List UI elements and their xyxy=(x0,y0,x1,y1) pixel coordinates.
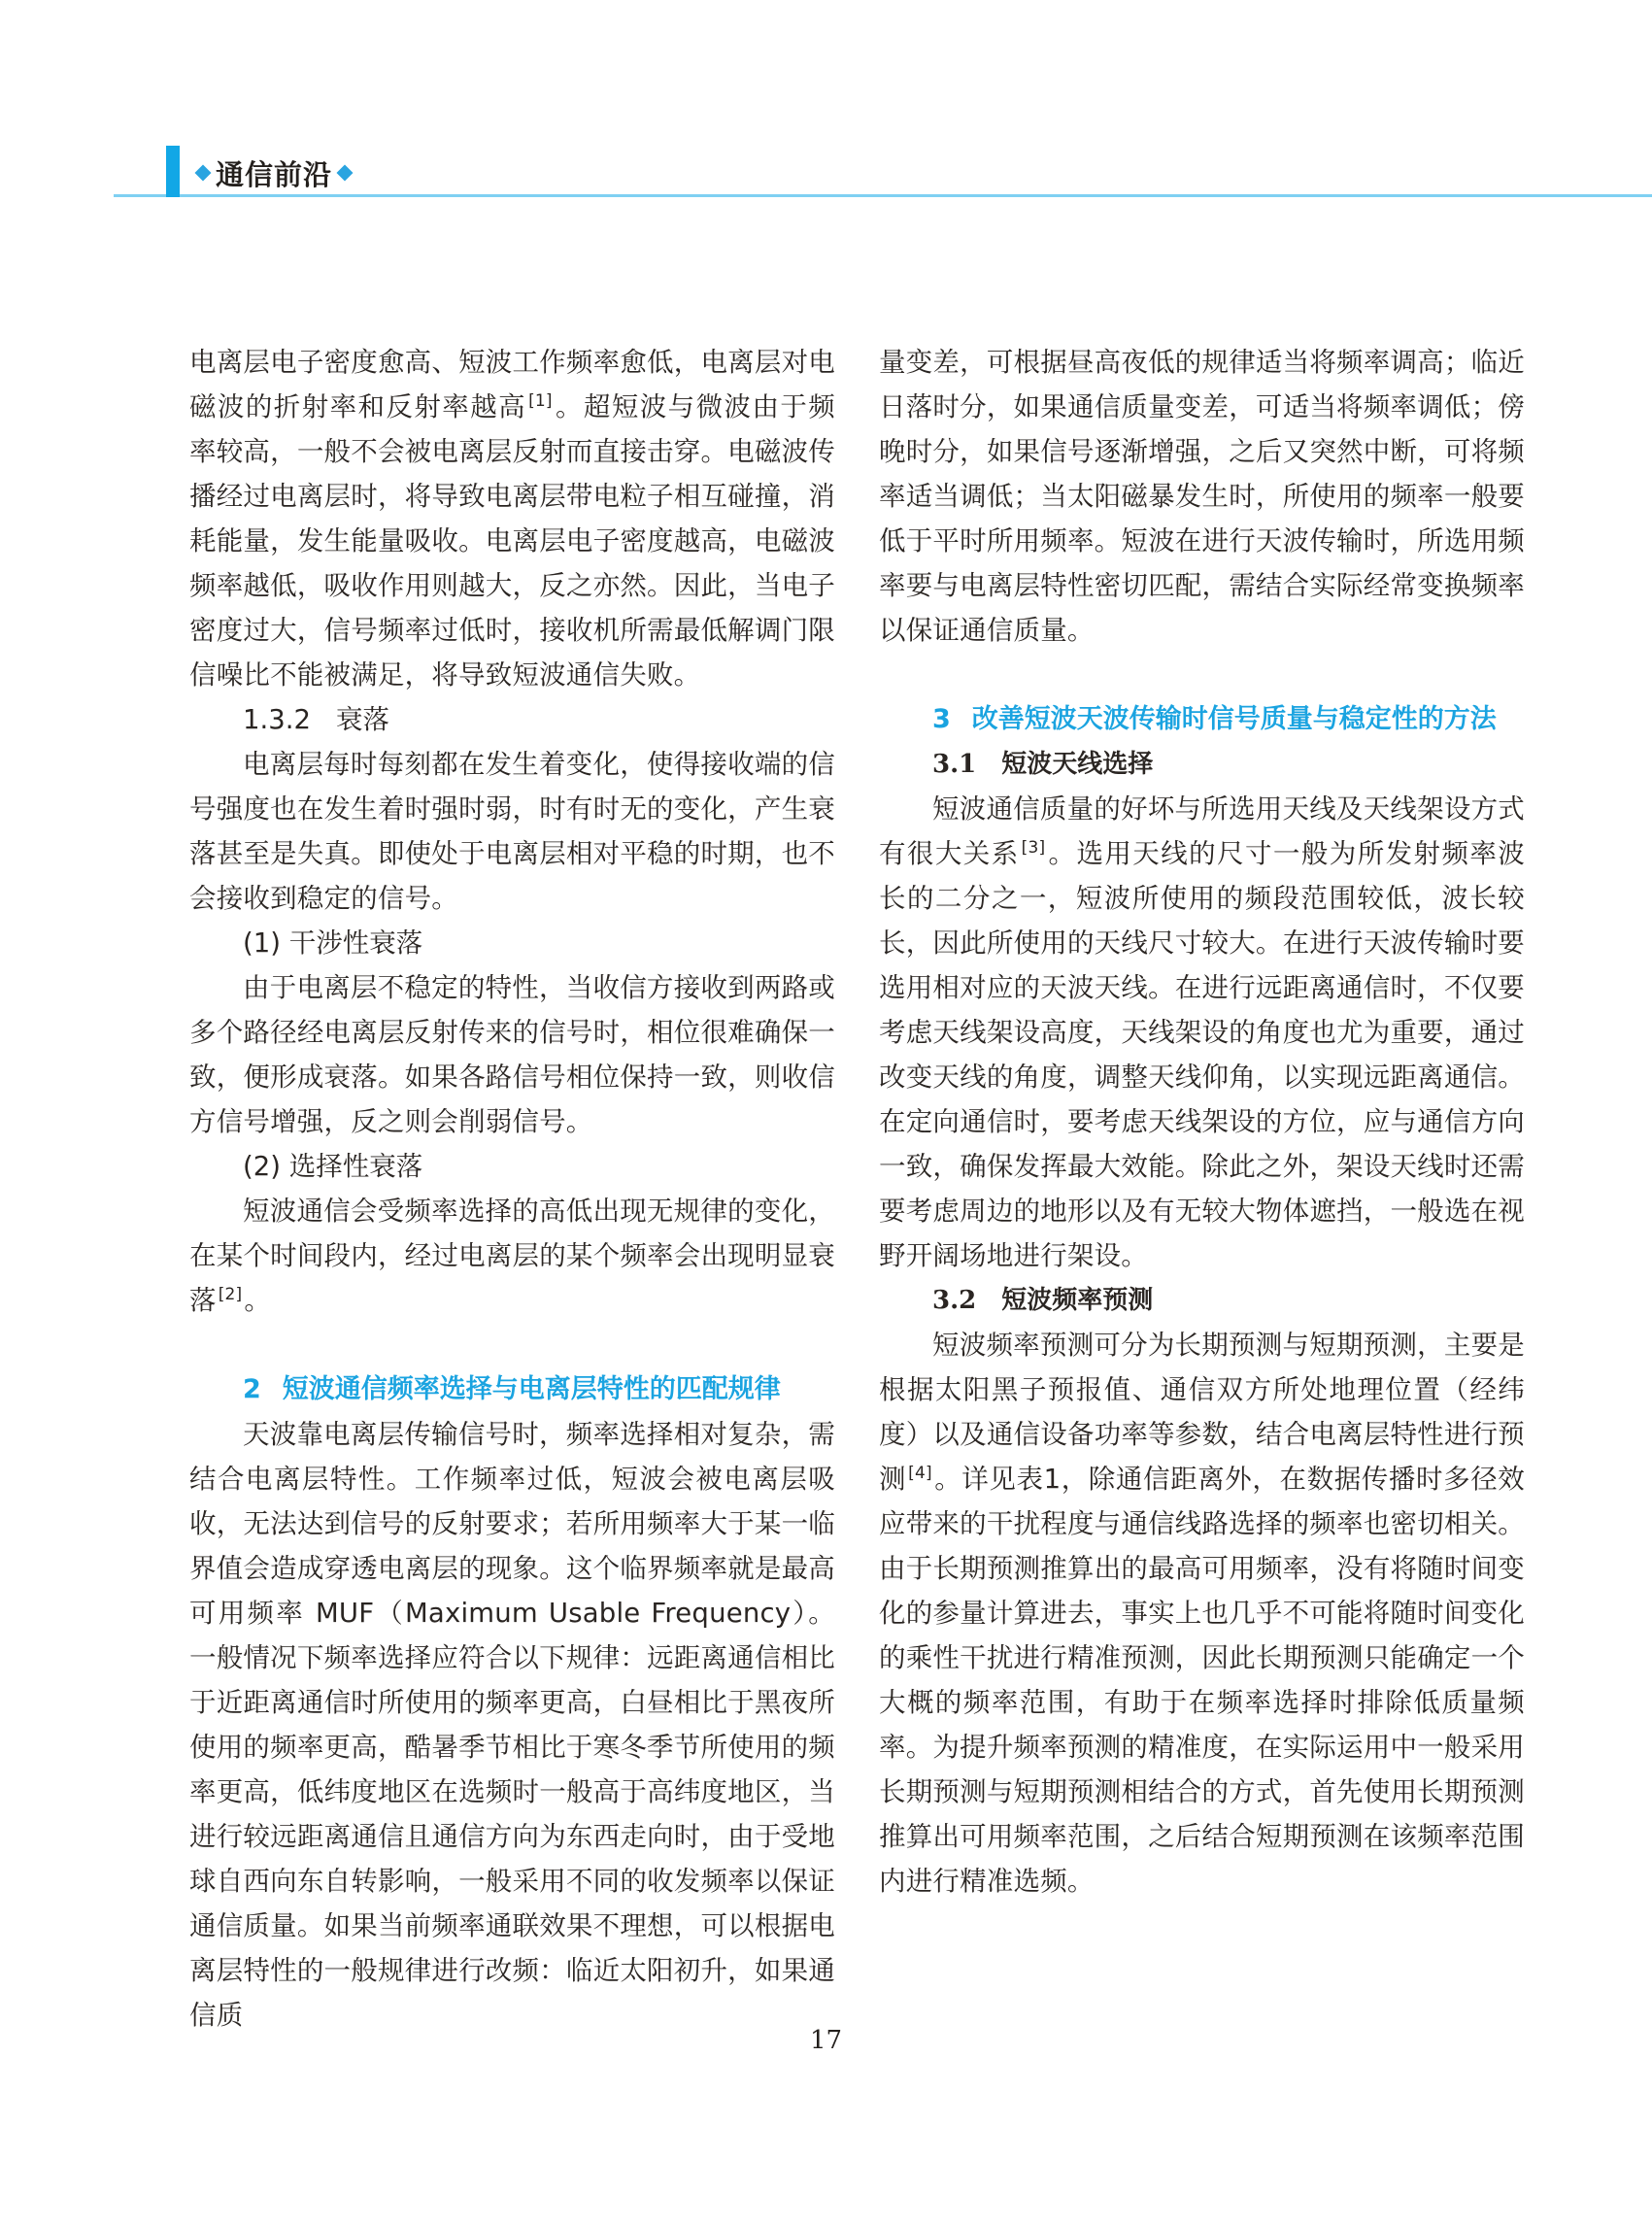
subsection-number: 3.1 xyxy=(932,750,977,779)
paragraph-text: 。超短波与微波由于频率较高，一般不会被电离层反射而直接击穿。电磁波传播经过电离层时，将导致电离层带电粒子相互碰撞，消耗能量，发生能量吸收。电离层电子密度越高，电磁波频率越低，吸收作用则越大，反之亦然。因此，当电子密度过大，信号频率过低时，接收机所需最低解调门限信噪比不能被满足，将导致短波通信失败。 xyxy=(189,391,835,691)
section-number: 3 xyxy=(932,704,951,734)
section-title: 改善短波天波传输时信号质量与稳定性的方法 xyxy=(971,704,1497,734)
diamond-icon xyxy=(337,165,354,182)
section-heading-3 xyxy=(879,697,1525,742)
subsection-number: 3.2 xyxy=(932,1286,977,1315)
page-number: 17 xyxy=(809,2026,843,2055)
subsection-heading-1-3-2 xyxy=(189,697,835,742)
spacer xyxy=(879,653,1525,697)
paragraph: 天波靠电离层传输信号时，频率选择相对复杂，需结合电离层特性。工作频率过低，短波会被电离层吸收，无法达到信号的反射要求；若所用频率大于某一临界值会造成穿透电离层的现象。这个临界频率就是最高可用频率 MUF（Maximum Usable Frequency）。一般情况下频率选择应符合以下规律：远距离通信相比于近距离通信时所使用的频率更高，白昼相比于黑夜所使用的频率更高，酷暑季节相比于寒冬季节所使用的频率更高，低纬度地区在选频时一般高于高纬度地区，当进行较远距离通信且通信方向为东西走向时，由于受地球自西向东自转影响，一般采用不同的收发频率以保证通信质量。如果当前频率通联效果不理想，可以根据电离层特性的一般规律进行改频：临近太阳初升，如果通信质 xyxy=(189,1419,835,2031)
subsection-title: 衰落 xyxy=(335,704,389,735)
subsection-heading-3-1 xyxy=(879,742,1525,787)
paragraph-text: 短波通信会受频率选择的高低出现无规律的变化，在某个时间段内，经过电离层的某个频率会出现明显衰落 xyxy=(189,1196,835,1316)
right-column xyxy=(879,340,1525,1904)
section-number: 2 xyxy=(243,1374,261,1404)
header-accent-bar xyxy=(166,146,180,197)
citation-ref: [1] xyxy=(528,391,553,411)
paragraph xyxy=(879,1323,1525,1904)
header-rule xyxy=(114,194,1652,197)
paragraph xyxy=(189,340,835,697)
left-column xyxy=(189,340,835,2038)
paragraph-text: 短波频率预测可分为长期预测与短期预测，主要是根据太阳黑子预报值、通信双方所处地理位置（经纬度）以及通信设备功率等参数，结合电离层特性进行预测 xyxy=(879,1330,1525,1495)
section-header-title: 通信前沿 xyxy=(216,157,333,191)
section-heading-2 xyxy=(189,1367,835,1412)
list-item-heading: (2) 选择性衰落 xyxy=(243,1151,423,1182)
paragraph xyxy=(189,1189,835,1323)
subsection-title: 短波天线选择 xyxy=(1001,750,1154,779)
paragraph xyxy=(879,787,1525,1278)
paragraph-text: 。详见表1，除通信距离外，在数据传播时多径效应带来的干扰程度与通信线路选择的频率也密切相关。由于长期预测推算出的最高可用频率，没有将随时间变化的参量计算进去，事实上也几乎不可能将随时间变化的乘性干扰进行精准预测，因此长期预测只能确定一个大概的频率范围，有助于在频率选择时排除低质量频率。为提升频率预测的精准度，在实际运用中一般采用长期预测与短期预测相结合的方式，首先使用长期预测推算出可用频率范围，之后结合短期预测在该频率范围内进行精准选频。 xyxy=(879,1464,1525,1897)
citation-ref: [3] xyxy=(1021,838,1046,858)
spacer xyxy=(189,1323,835,1367)
paragraph: 电离层每时每刻都在发生着变化，使得接收端的信号强度也在发生着时强时弱，时有时无的变化，产生衰落甚至是失真。即使处于电离层相对平稳的时期，也不会接收到稳定的信号。 xyxy=(189,749,835,914)
subsection-title: 短波频率预测 xyxy=(1001,1286,1154,1315)
diamond-icon xyxy=(195,165,212,182)
paragraph: 量变差，可根据昼高夜低的规律适当将频率调高；临近日落时分，如果通信质量变差，可适当将频率调低；傍晚时分，如果信号逐渐增强，之后又突然中断，可将频率适当调低；当太阳磁暴发生时，所使用的频率一般要低于平时所用频率。短波在进行天波传输时，所选用频率要与电离层特性密切匹配，需结合实际经常变换频率以保证通信质量。 xyxy=(879,347,1525,646)
paragraph-text: 电离层电子密度愈高、短波工作频率愈低，电离层对电磁波的折射率和反射率越高 xyxy=(189,347,835,422)
section-header xyxy=(190,155,357,190)
subsection-number: 1.3.2 xyxy=(243,704,311,735)
paragraph-text: 。 xyxy=(244,1285,272,1316)
citation-ref: [4] xyxy=(908,1464,932,1483)
paragraph-text: 短波通信质量的好坏与所选用天线及天线架设方式有很大关系 xyxy=(879,793,1525,869)
paragraph: 由于电离层不稳定的特性，当收信方接收到两路或多个路径经电离层反射传来的信号时，相位很难确保一致，便形成衰落。如果各路信号相位保持一致，则收信方信号增强，反之则会削弱信号。 xyxy=(189,972,835,1137)
paragraph-text: 。选用天线的尺寸一般为所发射频率波长的二分之一，短波所使用的频段范围较低，波长较长，因此所使用的天线尺寸较大。在进行天波传输时要选用相对应的天波天线。在进行远距离通信时，不仅要考虑天线架设高度，天线架设的角度也尤为重要，通过改变天线的角度，调整天线仰角，以实现远距离通信。在定向通信时，要考虑天线架设的方位，应与通信方向一致，确保发挥最大效能。除此之外，架设天线时还需要考虑周边的地形以及有无较大物体遮挡，一般选在视野开阔场地进行架设。 xyxy=(879,838,1526,1271)
section-title: 短波通信频率选择与电离层特性的匹配规律 xyxy=(282,1374,781,1404)
subsection-heading-3-2 xyxy=(879,1278,1525,1323)
citation-ref: [2] xyxy=(218,1285,243,1304)
list-item-heading: (1) 干涉性衰落 xyxy=(243,927,423,959)
